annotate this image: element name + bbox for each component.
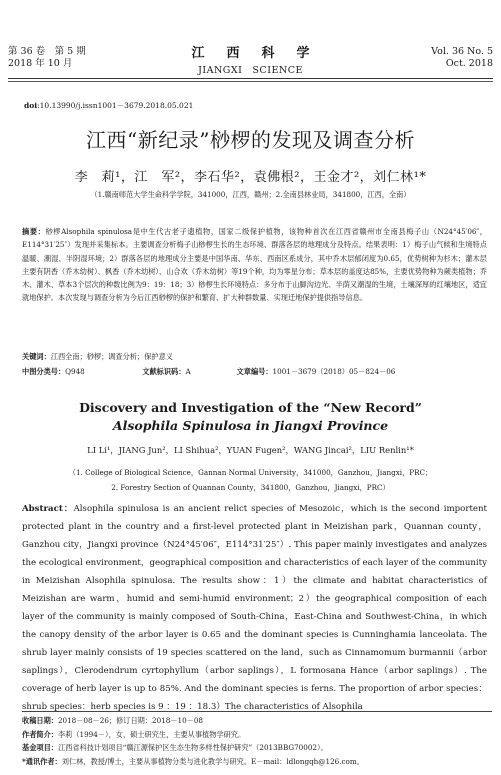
english-abstract-label: Abstract： xyxy=(22,504,74,514)
fund-note xyxy=(22,741,487,755)
chinese-abstract-label: 摘要： xyxy=(22,227,46,236)
author-label: 作者简介： xyxy=(22,729,58,739)
doc-code-value: A xyxy=(185,367,191,376)
corresponding-label: *通讯作者： xyxy=(22,756,62,766)
chinese-abstract xyxy=(22,225,487,305)
received-note xyxy=(22,714,487,728)
date-en: Oct. 2018 xyxy=(445,58,493,69)
volume-cn: 第 36 卷 第 5 期 xyxy=(8,46,86,57)
fund-label: 基金项目： xyxy=(22,743,58,752)
english-abstract-text: Alsophila spinulosa is an ancient relict species of Mesozoic，which is the second importent protected plant in the country and a first-level protected plant in Meizishan park，Quannan county，Ganzhou city，Jiangxi province（N24°45′06″，E114°31′25″）. This paper mainly investigates and analyzes the ecological environment，geographical composition and characteristics of each layer of the community in Meizishan Alsophila spinulosa. The results show：1）the climate and habitat characteristics of Meizishan are warm，humid and semi-humid environment；2）the geographical composition of each layer of the community is mainly composed of South-China，East-China and Southwest-China，in which the canopy density of the arbor layer is 0.65 and the dominant species is Cunninghamia lanceolata. The shrub layer mainly consists of 19 species scattered on the land，such as Cinnamomum burmannii（arbor saplings），Clerodendrum cyrtophyllum（arbor saplings），L formosana Hance（arbor saplings）. The coverage of herb layer is up to 85%. And the dominant species is ferns. The proportion of arbor species：shrub species：herb species is 9 ：19 ：18.3）The characteristics of Alsophila xyxy=(22,504,487,712)
doi-line xyxy=(24,100,193,111)
english-affiliation-1: （1. College of Biological Science，Gannan Normal University，341000，Ganzhou，Jiangxi，PRC； xyxy=(68,468,433,477)
english-authors: LI Li¹，JIANG Jun²，LI Shihua²，YUAN Fugen²，WANG Jincai²，LIU Renlin¹* xyxy=(87,445,414,455)
doc-code-label: 文献标识码： xyxy=(142,367,186,376)
received-label: 收稿日期： xyxy=(22,716,58,725)
english-affiliation-2: 2. Forestry Section of Quannan County，341800，Ganzhou，Jiangxi，PRC） xyxy=(111,483,390,492)
keywords-text: 江西全南；桫椤；调查分析；保护意义 xyxy=(50,352,173,361)
header-center xyxy=(8,42,493,76)
footnote-rule xyxy=(22,711,492,712)
header-rule-thick xyxy=(8,78,493,79)
clc-value: Q948 xyxy=(65,367,85,376)
english-title-line1: Discovery and Investigation of the “New Record” xyxy=(79,400,422,415)
keywords-line xyxy=(22,352,487,362)
journal-name-en: JIANGXI SCIENCE xyxy=(198,65,303,76)
header-rule-thin xyxy=(8,81,493,82)
received-text: 2018－08－26；修订日期：2018－10－08 xyxy=(57,716,203,725)
doi-label: doi xyxy=(24,101,38,110)
doi-value: :10.13990/j.issn1001－3679.2018.05.021 xyxy=(37,101,194,110)
chinese-affiliation: （1.赣南师范大学生命科学学院，341000，江西，赣州；2.全南县林业局，341800，江西，全南） xyxy=(90,190,411,199)
clc-label: 中图分类号： xyxy=(22,367,66,376)
chinese-authors: 李 莉¹，江 军²，李石华²，袁佛根²，王金才²，刘仁林¹* xyxy=(74,170,427,185)
journal-header xyxy=(8,28,493,76)
article-no-label: 文章编号： xyxy=(236,367,273,376)
classification-line xyxy=(22,367,487,377)
footnotes xyxy=(22,714,487,768)
english-abstract xyxy=(22,500,487,716)
chinese-title: 江西“新纪录”桫椤的发现及调查分析 xyxy=(86,128,415,152)
english-title-line2: Alsophila Spinulosa in Jiangxi Province xyxy=(112,418,389,433)
author-text: 李莉（1994－），女，硕士研究生，主要从事植物学研究。 xyxy=(57,729,246,739)
volume-en: Vol. 36 No. 5 xyxy=(431,46,493,57)
date-cn: 2018 年 10 月 xyxy=(8,58,73,69)
article-no-value: 1001－3679（2018）05－824－06 xyxy=(272,367,396,376)
fund-text: 江西省科技计划项目“赣江源保护区生态生物多样性保护研究”（2013BBG70002）。 xyxy=(57,743,328,752)
chinese-abstract-text: 桫椤Alsophila spinulosa是中生代古老子遗植物，国家二级保护植物，该物种首次在江西省赣州市全南县梅子山（N24°45′06″，E114°31′25″）发现并采集标本。主要调查分析梅子山桫椤生长的生态环境、群落各层的地理成分及特点。结果表明：1）梅子山气候和生境特点温暖、潮湿、半阴湿环境；2）群落各层的地理成分主要是中国华南、华东、西南区系成分，其中乔木层郁闭度为0.65，优势树种为杉木；灌木层主要有阴香（乔木幼树）、枫香（乔木幼树）、山合欢（乔木幼树）等19个种，均为零星分布；草本层的盖度达85%，主要优势物种为蕨类植物；乔木、灌木、草本3个层次的种数比例为9：19：18；3）桫椤生长环境特点：多分布于山脚沟边光、半荫又潮湿的生境，土壤深厚的红壤地区，适宜就地保护。本次发现与调查分析为今后江西桫椤的保护和繁育、扩大种群数量、实现迁地保护提供指导信息。 xyxy=(22,227,487,303)
author-note xyxy=(22,728,487,742)
keywords-label: 关键词： xyxy=(22,352,51,361)
corresponding-note xyxy=(22,755,487,769)
header-right xyxy=(431,46,493,70)
corresponding-text: 刘仁林，教授/博士，主要从事植物分类与进化教学与研究。E－mail：ldlongqh@126.com。 xyxy=(61,756,364,766)
journal-name-cn: 江西科学 xyxy=(191,46,332,61)
